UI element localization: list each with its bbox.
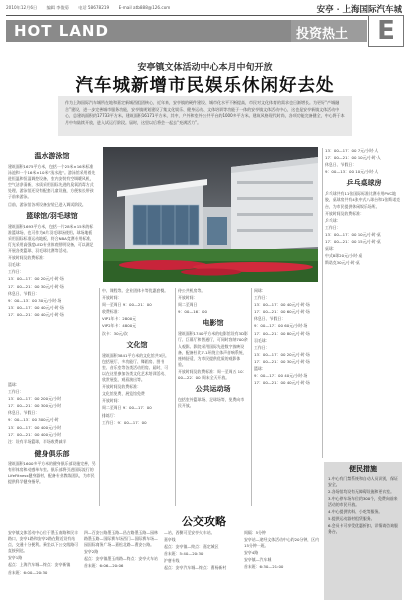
column-2 — [102, 288, 172, 508]
price-line: 9：00—13：00 300元/小时 — [8, 417, 59, 423]
price-line: 13：00—17：00 200元/小时 — [8, 396, 62, 402]
article-headline: 汽车城新增市民娱乐休闲好去处 — [75, 76, 335, 96]
price-line: 17：00—21：00 15元/小时·桌 — [325, 239, 381, 245]
column-5 — [325, 148, 403, 458]
transit-text: 安亭站—途经文体活动中心约20分钟，区内15分钟一班。 — [244, 537, 319, 549]
price-line: 次卡：30元/次 — [102, 330, 128, 336]
court-text: 建筑面积1693平方米，包括一片28米×15米的标准篮球场，也可作为6片羽毛球场使用。球场地板采用国际标准运动地板，符合NBA竞赛专用标准，灯光采用高强度LED专业体育照明设备，可以满足开展各类篮球、羽毛球比赛等活动。 — [8, 223, 95, 254]
price-line: 17：00—21：00 30元/小时·场 — [254, 358, 310, 364]
pingpong-heading: 乒乓桌球房 — [346, 179, 382, 188]
sports-field-heading: 公共运动场 — [195, 385, 231, 394]
court-heading: 篮球馆/羽毛球馆 — [26, 211, 78, 220]
gym-extra: 中、课程等。企业团体卡等优惠套餐。 — [102, 288, 169, 293]
price-line: 17：00—21：00 400元/小时 — [8, 431, 62, 437]
culture-text: 建筑面积3841平方米的文化馆共3层。包括展厅、多功能厅、舞蹈房、图书室、音乐室等各类活动用房。届时，可以在这里参加各类文化艺术培训活动、欣赏展览、观看演出等。 — [102, 352, 169, 383]
bus-hours: 首末班：6:00—20:30 — [8, 569, 48, 575]
transit-col-4 — [244, 530, 320, 604]
column-divider — [99, 288, 100, 506]
convenience-item: 6.会员卡可享受优惠折扣，详情请咨询服务台。 — [328, 523, 398, 534]
misc-line: 待公共机房等。 — [178, 288, 206, 293]
pingpong-label: 乒乓球： — [325, 217, 341, 223]
cinema-text: 建筑面积1740平方米的电影馆设有3D影厅、巨幕厅和普通厅，可同时容纳700余人观影。影院采用国际先进数字放映设备，配备杜比7.1环绕立体声音响系统，座椅舒适，为市民提供优质的观影体验。 — [178, 331, 248, 367]
culture-heading: 文化馆 — [126, 340, 148, 349]
convenience-item: 2.各场馆均设有无障碍设施和更衣室。 — [328, 489, 394, 494]
pool-text: 建筑面积1675平方米，包括一个25米×16米标准泳池和一个16米×10米“浅水池”。游泳馆采用着先进恒温和恒湿调控设备，室内安装有空调暖风机，空气洁净清新，水质采用国际先进的臭氧消毒方式处理，游泳馆还设有配套儿童设施，方便家长带孩子前来游泳。 — [8, 164, 96, 200]
fee-line: 文化馆免费，展览馆免费 — [102, 391, 145, 397]
fee-label: 收费标准： — [102, 309, 122, 315]
price-line: 13：00—17：00 20元/小时·场 — [8, 276, 64, 282]
section-subtitle: 投资热土 — [296, 27, 349, 42]
price-line: 13：00—17：00 7元/小时·人 — [325, 148, 379, 153]
holiday-label: 休息日、节假日： — [325, 162, 357, 168]
price-line: 13：00—17：00 10元/小时·桌 — [325, 231, 381, 237]
price-line: 17：00—21：00 40元/小时·场 — [254, 380, 310, 386]
hours-label: 开放时间： — [178, 295, 198, 301]
price-line: 9：00—17：00 40元/小时·场 — [254, 373, 308, 379]
section-title: HOT LAND — [14, 22, 109, 40]
hours-label: 开放时间及收费标准： — [325, 210, 364, 216]
workday-label: 工作日： — [8, 389, 24, 395]
article-intro: 作为上海国际汽车城所在地和嘉定新城西组团核心，近年来，安亭镇的硬件建设、城市化水平不断提高，市民对文化体育的需求也日渐增长。为更好“产城融合”建设，进一步完善城市服务功能，安亭镇规划建设了集文化娱乐、健身运动、文体培训等功能于一体的安亭镇文体活动中心，这也是安亭新镇文体活动中心，总建筑面积约17733平方米。建筑面积16171平方米，其中，户外和室外公共平台约1000多平方米。建筑风格现代时尚，各项功能完备健全，中心将于本月中旬陆续开放，进入试运行阶段。届时，这里以后将会一起去“充满活力”。 — [58, 96, 352, 136]
article-subhead: 安亭镇文体活动中心本月中旬开放 — [137, 63, 273, 73]
column-4 — [254, 288, 320, 458]
transit-heading: 公交攻略 — [182, 515, 226, 528]
hours-line: 工作日：9：00—17：00 — [102, 419, 147, 425]
transit-text: 间隔：5分钟 — [244, 530, 266, 535]
transit-text: —站，西侧可至安亭火车站。 — [164, 530, 215, 535]
price-line: VIP1年卡：2800元 — [102, 316, 137, 322]
bus-line-name: 安亭1路 — [8, 555, 23, 561]
bus-line-name: 沪唐专线 — [164, 558, 180, 564]
cinema-heading: 电影馆 — [202, 319, 224, 328]
transit-col-2 — [84, 530, 160, 604]
transit-text: 安亭镇文体活动中心位于墨玉南路和民丰路口，安亭1路和安亭2路在附近设有站点，交通十分便利。乘坐以下公交线路可直接到达。 — [8, 530, 79, 554]
workday-label: 工作日： — [325, 224, 341, 230]
price-line: 9：00—13：00 10元/小时·人 — [325, 169, 379, 175]
building-photo — [103, 147, 318, 282]
phone: 电话 58678219 — [78, 5, 110, 10]
cinema-hours: 开放时间及收费标准：周一至周五 10：00—22：00 周末全天开放。 — [178, 368, 247, 381]
transit-col-1 — [8, 530, 80, 604]
gym-text: 建筑面积1600多平方米的健身俱乐部设施完善，另有形体房和动感单车室。俱乐部将引进国际流行的LifeFitness健身器材，配备专业教练团队，为市民提供科学健身指导。 — [8, 460, 96, 485]
sports-field-text: 包括室外篮球场、足球场等，免费向市民开放。 — [178, 397, 245, 409]
bus-route: 起点：安亭汽车城—终点：曹杨新村 — [164, 565, 227, 571]
price-line: 13：00—17：00 40元/小时·场 — [8, 304, 64, 310]
workday-label: 工作日： — [8, 269, 24, 275]
column-divider — [175, 288, 176, 506]
hours-line: 周二至周日 9：00—17：00 — [102, 405, 152, 411]
billiards-label: 桌球： — [325, 246, 337, 252]
price-line: 斯诺克30元/小时·桌 — [325, 260, 360, 266]
bus-line-name: 安亭2路 — [84, 549, 99, 555]
note-line: 注：设有半场篮球，半场收费减半 — [8, 438, 67, 444]
convenience-list — [328, 476, 400, 536]
convenience-item: 4.中心提供饮料、小吃等服务。 — [328, 509, 383, 514]
bus-hours: 首末班：6:30—21:00 — [244, 564, 284, 570]
top-rule — [6, 15, 404, 16]
bus-route: 起点：安亭镇墨玉南路—终点：安亭火车站 — [84, 556, 158, 562]
bus-route: 起点：上海汽车城—终点：安亭新镇 — [8, 562, 71, 568]
badminton-label: 羽毛球： — [8, 262, 24, 268]
editor: 编辑 李俊菊 — [46, 5, 69, 10]
price-line: 13：00—17：00 20元/小时·场 — [254, 351, 310, 357]
badminton-label: 羽毛球： — [254, 337, 270, 343]
column-3 — [178, 288, 248, 508]
convenience-title: 便民措施 — [349, 465, 377, 473]
price-line: 17：00—21：00 10元/小时·人 — [325, 155, 381, 161]
price-line: 17：00—21：00 300元/小时 — [8, 403, 62, 409]
price-line: 17：00—21：00 40元/小时·场 — [8, 311, 64, 317]
price-line: 17：00—21：00 30元/小时·场 — [8, 283, 64, 289]
holiday-label: 休息日、节假日： — [8, 290, 40, 296]
gym-heading: 健身俱乐部 — [34, 449, 70, 458]
price-line: 17：00—21：00 60元/小时·场 — [254, 309, 310, 315]
issue-meta — [6, 5, 286, 15]
bus-route: 起点：安亭镇—终点：嘉定城区 — [164, 544, 219, 550]
bus-line-name: 嘉亭线 — [164, 537, 176, 543]
price-line: 中式8球20元/小时·桌 — [325, 253, 363, 259]
workday-label: 工作日： — [254, 344, 270, 350]
transit-col-3 — [164, 530, 240, 604]
convenience-item: 1.中心有门禁系统和自动人员识别，保证安全。 — [328, 476, 398, 487]
bus-hours: 首末班：6:06—20:06 — [84, 563, 124, 569]
pingpong-text: 乒乓球共有11张国际标准比赛专用PVC地胶，桌球房共有4张中式八球台和1张斯诺克台，为市民提供休闲娱乐场所。 — [325, 191, 400, 209]
basketball-label: 篮球： — [254, 366, 266, 372]
hours-label: 开放时间： — [102, 295, 122, 301]
column-1b — [8, 382, 96, 507]
hours-label: 开放时间： — [102, 398, 122, 404]
bus-route: 安亭镇—汽车城 — [244, 557, 272, 563]
section-letter: E — [368, 15, 404, 47]
hours-label: 开放时间及收费标准： — [8, 255, 47, 261]
pool-status: 目前，游泳馆各项设备安装已进入调试阶段。 — [8, 201, 86, 207]
hours-label: 开放时间及收费标准： — [102, 384, 141, 390]
convenience-item: 5.提供运动器材租赁服务。 — [328, 516, 375, 521]
price-line: 13：00—17：00 40元/小时·场 — [254, 302, 310, 308]
hours-line: 9：00—16：00 — [178, 309, 207, 315]
price-line: VIP2年卡：4800元 — [102, 323, 137, 329]
transit-text: 四—百安公路墨玉路—昌吉路墨玉路—园林路墨玉路—国际赛车场西门—国际赛车场—园国际商务广场—嘉松北路—曹安公路。 — [84, 530, 158, 548]
convenience-item: 3.中心停车场车位约300个，免费向前来活动的市民开放。 — [328, 496, 398, 507]
workday-label: 工作日： — [254, 295, 270, 301]
issue-date: 2010年12月6日 — [6, 5, 38, 10]
masthead-brand: 安亭 · 上海国际汽车城 — [316, 5, 402, 15]
holiday-label: 休息日、节假日： — [8, 410, 40, 416]
basketball-label: 篮球： — [8, 382, 20, 387]
price-line: 17：00—21：00 80元/小时·场 — [254, 330, 310, 336]
bus-hours: 首末班：5:40—20:30 — [164, 551, 204, 557]
column-divider — [322, 148, 323, 458]
price-line: 9：00—13：00 30元/小时·场 — [8, 297, 62, 303]
holiday-label: 休息日、节假日： — [254, 316, 286, 322]
column-divider — [251, 288, 252, 506]
tennis-label: 网球： — [254, 288, 266, 293]
column-1 — [8, 148, 96, 380]
hours-line: 周二至周日 — [178, 302, 198, 308]
price-line: 13：00—17：00 400元/小时 — [8, 424, 62, 430]
bus-line-name: 安亭4路 — [244, 550, 259, 556]
pool-heading: 温水游泳馆 — [34, 152, 70, 160]
hours-line: 周一至周日 9：00—21：00 — [102, 302, 152, 308]
price-line: 9：00—17：00 60元/小时·场 — [254, 323, 308, 329]
rehearsal-label: 排练厅： — [102, 412, 118, 418]
email: E-mail atb888@126.com — [118, 5, 171, 10]
